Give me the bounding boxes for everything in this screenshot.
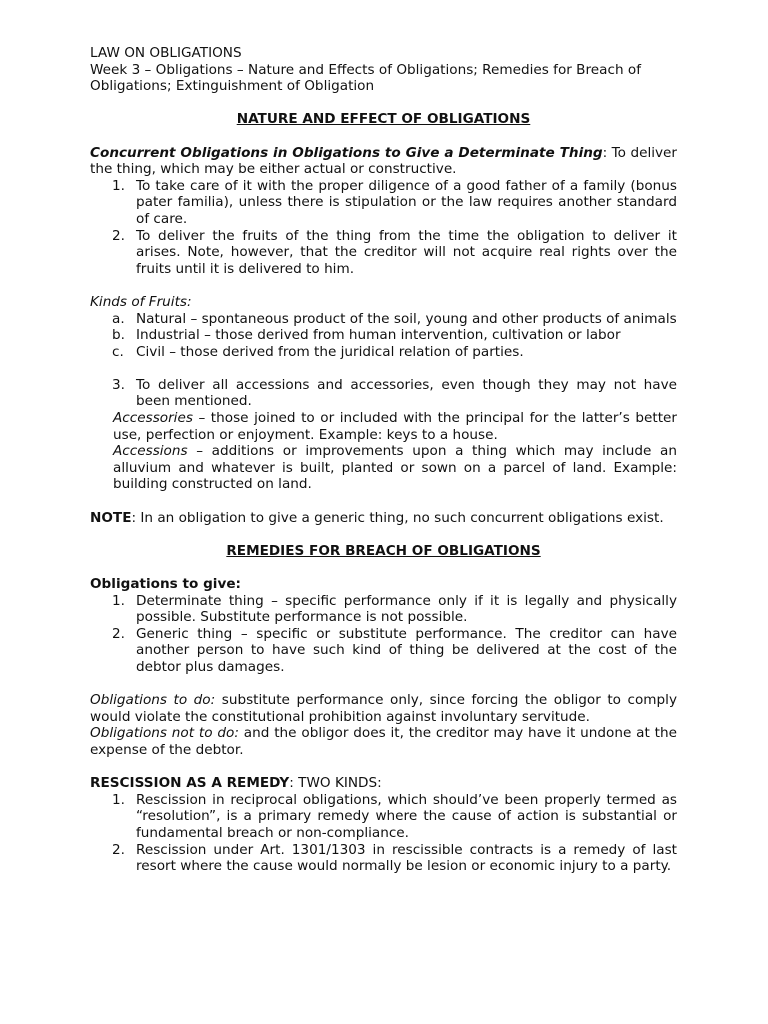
list-item [112,792,677,842]
list-item [112,178,677,228]
list-item [112,842,677,875]
list-number: 2. [112,841,125,858]
note-label: NOTE [90,509,132,526]
list-text: Determinate thing – specific performance only if it is legally and physically possible. Substitute performance is not possible. [136,592,677,626]
list-item [112,344,677,361]
accessories-term: Accessories [113,410,193,427]
note-paragraph [90,510,677,527]
concurrent-lead: Concurrent Obligations in Obligations to Give a Determinate Thing [90,144,603,161]
list-text: Generic thing – specific or substitute performance. The creditor can have another person to have such kind of thing be delivered at the cost of the debtor plus damages. [136,625,677,675]
accessories-definition [113,410,677,443]
fruits-heading-text: Kinds of Fruits: [90,293,192,310]
list-text: Rescission in reciprocal obligations, which should’ve been properly termed as “resolution”, is a primary remedy where the cause of action is substantial or fundamental breach or non-compliance. [136,791,677,841]
give-heading-text: Obligations to give: [90,576,241,592]
section-title-nature: NATURE AND EFFECT OF OBLIGATIONS [236,111,531,128]
rescission-label: RESCISSION AS A REMEDY [90,775,290,792]
course-title: LAW ON OBLIGATIONS [90,45,242,61]
give-heading [90,576,677,593]
week-line-1: Week 3 – Obligations – Nature and Effects of Obligations; Remedies for Breach of [90,61,641,78]
list-number: 2. [112,625,125,642]
section-title-remedies: REMEDIES FOR BREACH OF OBLIGATIONS [226,542,541,559]
list-text: Civil – those derived from the juridical relation of parties. [136,343,524,360]
rescission-rest: : TWO KINDS: [289,775,382,792]
accessions-term: Accessions [113,443,188,460]
list-number: 1. [112,791,125,808]
not-todo-text: and the obligor does it, the creditor may have it undone at the expense of the debtor. [90,725,677,758]
list-item [112,327,677,344]
fruits-heading [90,294,677,311]
concurrent-paragraph [90,145,677,178]
list-letter: c. [112,343,124,360]
list-letter: b. [112,327,125,344]
todo-term: Obligations to do: [90,692,216,709]
rescission-heading [90,775,677,792]
not-todo-paragraph [90,725,677,758]
list-number: 1. [112,592,125,609]
todo-paragraph [90,692,677,725]
not-todo-term: Obligations not to do: [90,725,239,742]
note-text: : In an obligation to give a generic thing, no such concurrent obligations exist. [131,509,664,526]
list-number: 1. [112,177,125,194]
list-text: To deliver the fruits of the thing from the time the obligation to deliver it arises. Note, however, that the creditor will not acquire real rights over the fruits until it is delivered to him. [136,227,677,277]
accessions-definition [113,443,677,493]
list-number: 3. [112,376,125,393]
list-item [112,377,677,410]
concurrent-rest: : To deliver the thing, which may be either actual or constructive. [90,144,677,178]
list-text: Industrial – those derived from human intervention, cultivation or labor [136,327,621,344]
todo-text: substitute performance only, since forcing the obligor to comply would violate the constitutional prohibition against involuntary servitude. [90,692,677,725]
list-item [112,593,677,626]
list-text: To take care of it with the proper diligence of a good father of a family (bonus pater familia), unless there is stipulation or the law requires another standard of care. [136,177,677,227]
week-line-2: Obligations; Extinguishment of Obligation [90,78,375,95]
list-item [112,311,677,328]
list-text: To deliver all accessions and accessories, even though they may not have been mentioned. [136,376,677,410]
list-letter: a. [112,310,125,327]
document-page [90,45,677,875]
accessories-text: – those joined to or included with the principal for the latter’s better use, perfection or enjoyment. Example: keys to a house. [113,410,677,443]
list-item [112,626,677,676]
list-text: Rescission under Art. 1301/1303 in rescissible contracts is a remedy of last resort where the cause would normally be lesion or economic injury to a party. [136,841,677,875]
list-text: Natural – spontaneous product of the soil, young and other products of animals [136,310,677,327]
list-number: 2. [112,227,125,244]
accessions-text: – additions or improvements upon a thing which may include an alluvium and whatever is built, planted or sown on a parcel of land. Example: building constructed on land. [113,443,677,493]
list-item [112,228,677,278]
